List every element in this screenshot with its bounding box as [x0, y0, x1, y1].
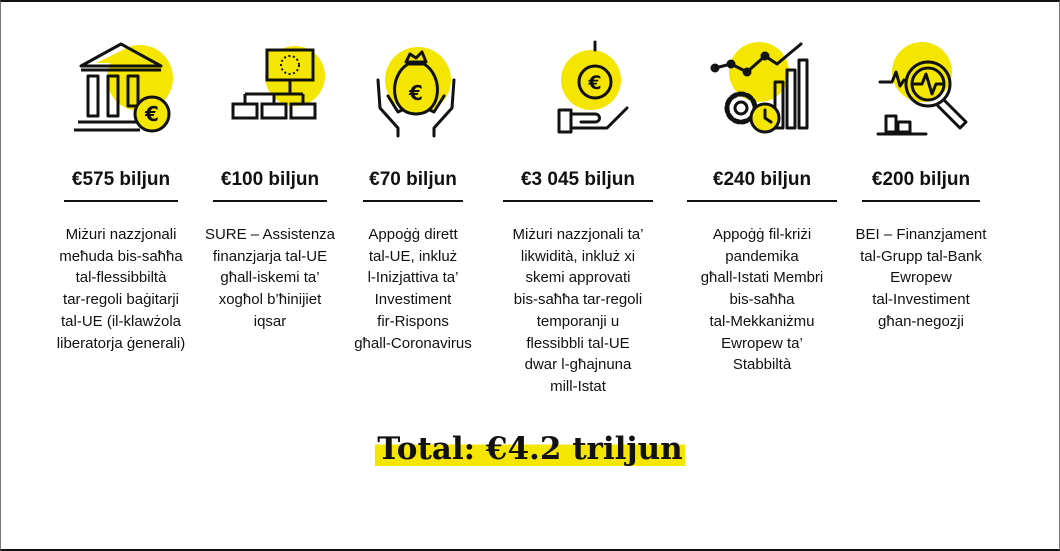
measure-column [338, 36, 488, 354]
measure-column [687, 36, 837, 376]
measure-column [195, 36, 345, 333]
measure-column [846, 36, 996, 333]
measure-amount: €240 biljun [687, 168, 837, 202]
measure-column [46, 36, 196, 354]
total-label: Total: €4.2 triljun [377, 431, 683, 467]
measure-amount: €200 biljun [862, 168, 980, 202]
hands-money-bag-icon [358, 36, 468, 146]
measure-description: Miżuri nazzjonali ta’ likwidità, inkluż xi skemi approvati bis-saħħa tar-regoli temporanji u flessibbli tal-UE dwar l-għajnuna mill-Istat [512, 226, 644, 395]
svg-text:€: € [145, 102, 159, 126]
measure-description: BEI – Finanzjament tal-Grupp tal-Bank Ewropew tal-Investiment għan-negozji [855, 226, 987, 330]
magnifier-analysis-icon [866, 36, 976, 146]
svg-text:€: € [588, 72, 602, 94]
measure-description: Miżuri nazzjonali meħuda bis-saħħa tal-flessibbiltà tar-regoli baġitarji tal-UE (il-klawżola liberatorja ġenerali) [56, 226, 186, 352]
measure-description: Appoġġ fil-kriżi pandemika għall-Istati Membri bis-saħħa tal-Mekkaniżmu Ewropew ta’ Stabbiltà [700, 226, 824, 374]
measure-description: Appoġġ dirett tal-UE, inkluż l-Inizjattiva ta’ Investiment fir-Rispons għall-Coronavirus [354, 226, 472, 352]
hand-euro-coin-icon [523, 36, 633, 146]
measure-amount: €3 045 biljun [503, 168, 653, 202]
bank-euro-icon [66, 36, 176, 146]
svg-text:€: € [409, 81, 423, 105]
total-container [0, 430, 1060, 468]
measure-amount: €70 biljun [363, 168, 463, 202]
measure-column [503, 36, 653, 398]
measure-amount: €100 biljun [213, 168, 327, 202]
gears-growth-chart-icon [707, 36, 817, 146]
measure-amount: €575 biljun [64, 168, 178, 202]
measure-description: SURE – Assistenza finanzjarja tal-UE għall-iskemi ta’ xogħol b’ħinijiet iqsar [204, 226, 336, 330]
eu-flag-org-chart-icon [215, 36, 325, 146]
